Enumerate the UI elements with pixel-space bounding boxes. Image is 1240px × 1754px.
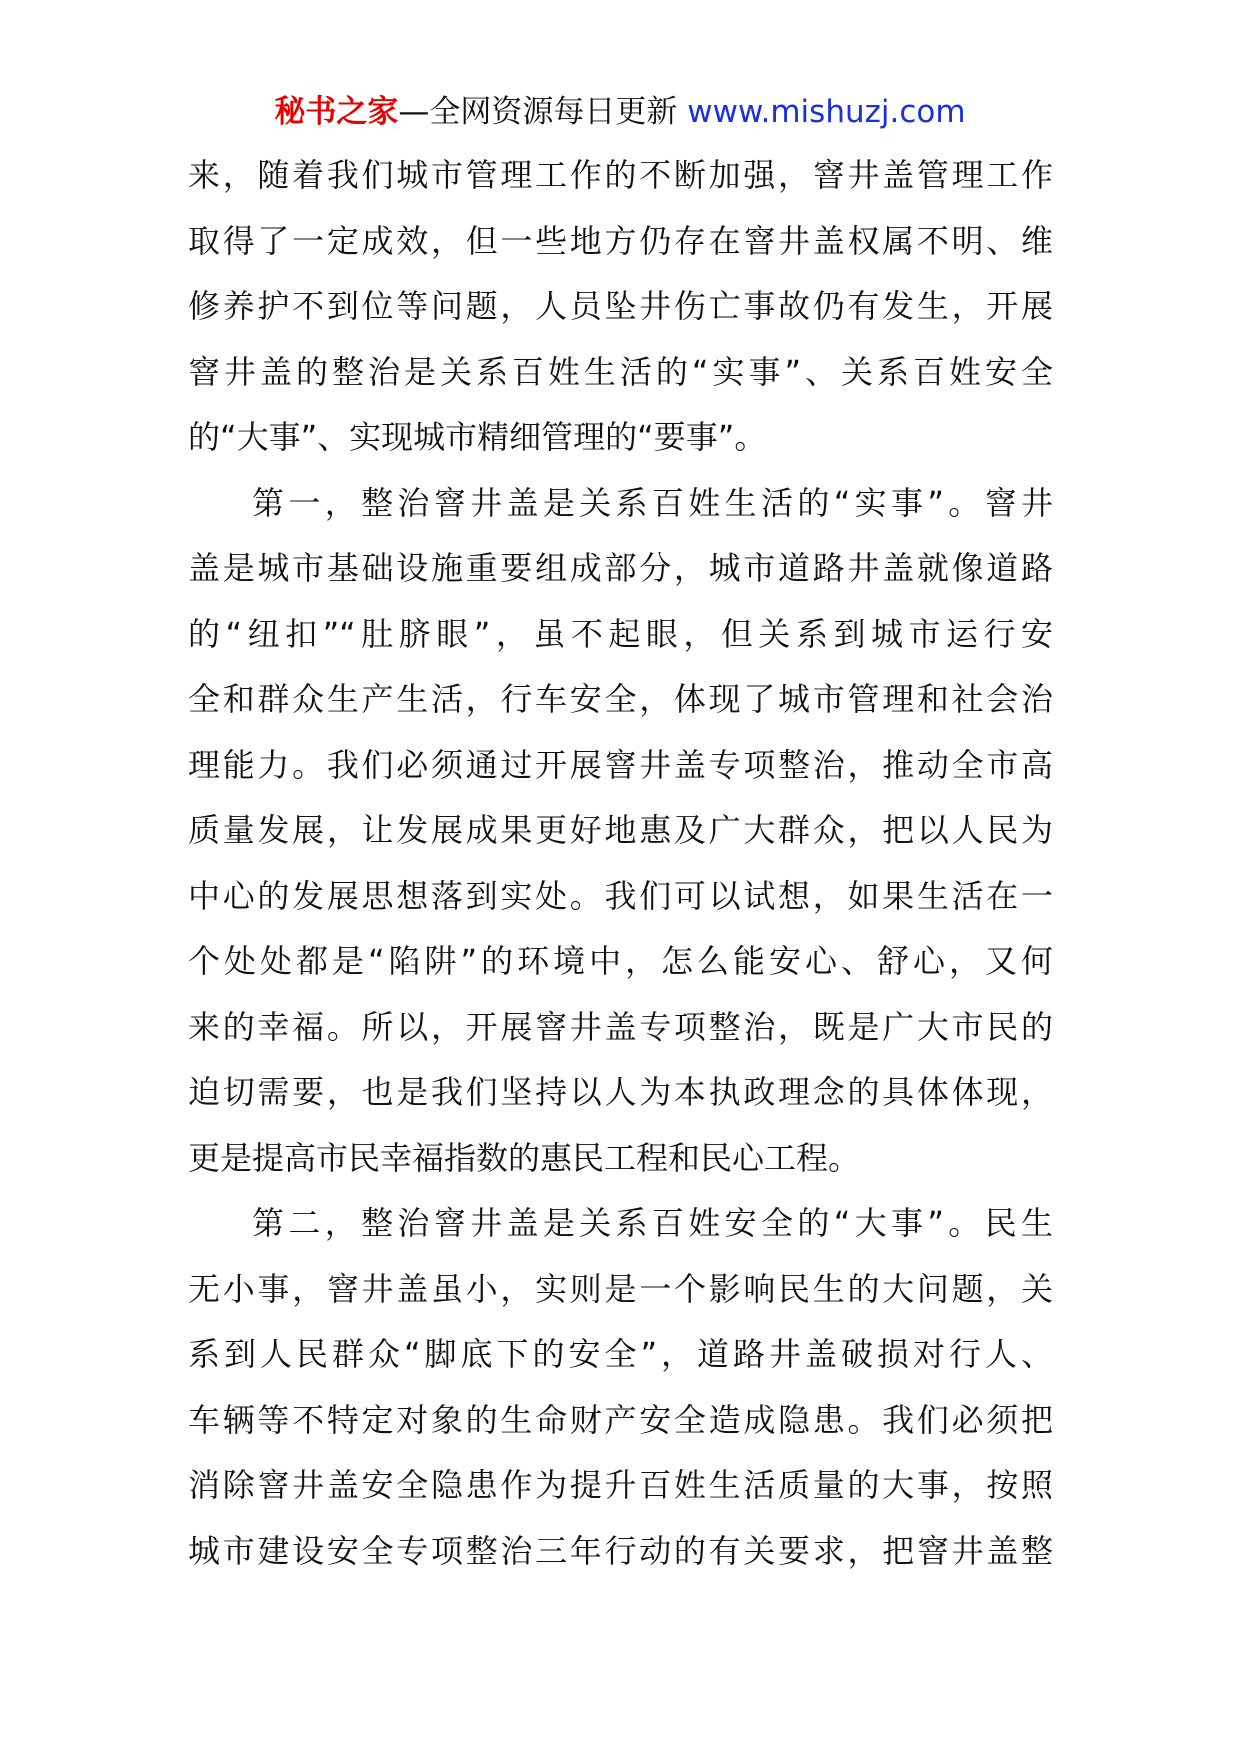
text-line: 无小事，窨井盖虽小，实则是一个影响民生的大问题，关: [188, 1269, 1053, 1308]
text-line: 系到人民群众“脚底下的安全”，道路井盖破损对行人、: [188, 1335, 1053, 1373]
site-url: www.mishuzj.com: [687, 94, 966, 130]
text-line: 的“纽扣”“肚脐眼”，虽不起眼，但关系到城市运行安: [188, 614, 1053, 653]
text-line: 消除窨井盖安全隐患作为提升百姓生活质量的大事，按照: [188, 1466, 1053, 1504]
text-line: 城市建设安全专项整治三年行动的有关要求，把窨井盖整: [188, 1531, 1053, 1570]
document-body: [188, 143, 1053, 1584]
text-line: 车辆等不特定对象的生命财产安全造成隐患。我们必须把: [188, 1400, 1053, 1439]
text-line: 盖是城市基础设施重要组成部分，城市道路井盖就像道路: [188, 549, 1053, 587]
header-tagline: —全网资源每日更新: [398, 94, 688, 130]
text-line: 取得了一定成效，但一些地方仍存在窨井盖权属不明、维: [188, 221, 1053, 260]
text-line: 来的幸福。所以，开展窨井盖专项整治，既是广大市民的: [188, 1007, 1053, 1046]
text-line: 理能力。我们必须通过开展窨井盖专项整治，推动全市高: [188, 745, 1053, 784]
page-header: [0, 92, 1240, 132]
text-line: 更是提高市民幸福指数的惠民工程和民心工程。: [188, 1138, 861, 1177]
text-line: 全和群众生产生活，行车安全，体现了城市管理和社会治: [188, 680, 1053, 718]
text-line: 第二，整治窨井盖是关系百姓安全的“大事”。民生: [252, 1204, 1053, 1242]
text-line: 个处处都是“陷阱”的环境中，怎么能安心、舒心，又何: [188, 942, 1053, 980]
text-line: 第一，整治窨井盖是关系百姓生活的“实事”。窨井: [252, 483, 1053, 522]
text-line: 中心的发展思想落到实处。我们可以试想，如果生活在一: [188, 876, 1053, 915]
text-line: 的“大事”、实现城市精细管理的“要事”。: [188, 418, 767, 456]
text-line: 修养护不到位等问题，人员坠井伤亡事故仍有发生，开展: [188, 287, 1053, 325]
text-line: 质量发展，让发展成果更好地惠及广大群众，把以人民为: [188, 811, 1053, 849]
text-line: 窨井盖的整治是关系百姓生活的“实事”、关系百姓安全: [188, 352, 1053, 391]
text-line: 迫切需要，也是我们坚持以人为本执政理念的具体体现，: [188, 1073, 1053, 1111]
site-name: 秘书之家: [274, 94, 399, 130]
text-line: 来，随着我们城市管理工作的不断加强，窨井盖管理工作: [188, 156, 1053, 194]
